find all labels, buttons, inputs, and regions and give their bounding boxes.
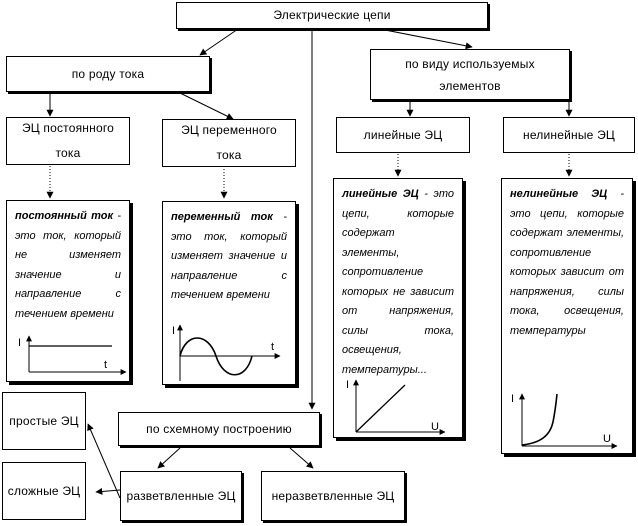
ac-x-label: t: [271, 341, 275, 353]
nonlinear-term: нелинейные ЭЦ: [510, 188, 608, 200]
dc-term: постоянный ток: [15, 210, 114, 222]
simple-circuits-label: простые ЭЦ: [9, 413, 79, 428]
dc-description: - это ток, который не изменяет значение и направление с течением времени: [15, 210, 121, 320]
dc-x-label: t: [104, 359, 108, 371]
dc-circuits-label: ЭЦ постоянного тока: [21, 121, 115, 160]
linear-circuits-label: линейные ЭЦ: [363, 127, 443, 142]
by-current-type-label: по роду тока: [71, 66, 145, 81]
linear-x-label: U: [431, 421, 439, 433]
unbranched-circuits-label: неразветвленные ЭЦ: [271, 488, 395, 503]
ac-term: переменный ток: [171, 211, 273, 223]
linear-curve: [356, 385, 405, 432]
branched-circuits-label: разветвленные ЭЦ: [126, 488, 236, 503]
dc-plot: [29, 336, 126, 372]
ac-circuits-label: ЭЦ переменного тока: [181, 123, 277, 162]
branched-circuits-box: [120, 471, 242, 521]
ac-plot: [180, 325, 280, 381]
linear-term: линейные ЭЦ: [342, 188, 419, 200]
nonlinear-circuits-label: нелинейные ЭЦ: [523, 127, 615, 142]
nonlinear-y-label: I: [511, 393, 515, 405]
complex-circuits-label: сложные ЭЦ: [7, 483, 81, 498]
by-element-type-label: по виду используемых элементов: [405, 56, 535, 93]
complex-circuits-box: [2, 462, 86, 520]
unbranched-circuits-box: [261, 471, 405, 521]
ac-description: - это ток, который изменяет значение и направление с течением времени: [171, 211, 287, 301]
by-structure-label: по схемному построению: [146, 421, 292, 436]
linear-y-label: I: [346, 379, 350, 391]
dc-y-label: I: [18, 337, 22, 349]
nonlinear-description: - это цепи, которые содержат элементы, сопротивление которых зависит от напряжения, силы тока, освещения, температуры: [510, 188, 624, 337]
nonlinear-exponential-curve: [522, 394, 557, 445]
by-structure-box: [118, 412, 320, 446]
title-text: Электрические цепи: [273, 8, 391, 22]
linear-description: - это цепи, которые содержат элементы, сопротивление которых не зависит от напряжения, силы тока, освещения, температуры...: [342, 188, 454, 376]
ac-y-label: I: [172, 325, 176, 337]
simple-circuits-box: [2, 392, 86, 450]
nonlinear-x-label: U: [603, 433, 611, 445]
